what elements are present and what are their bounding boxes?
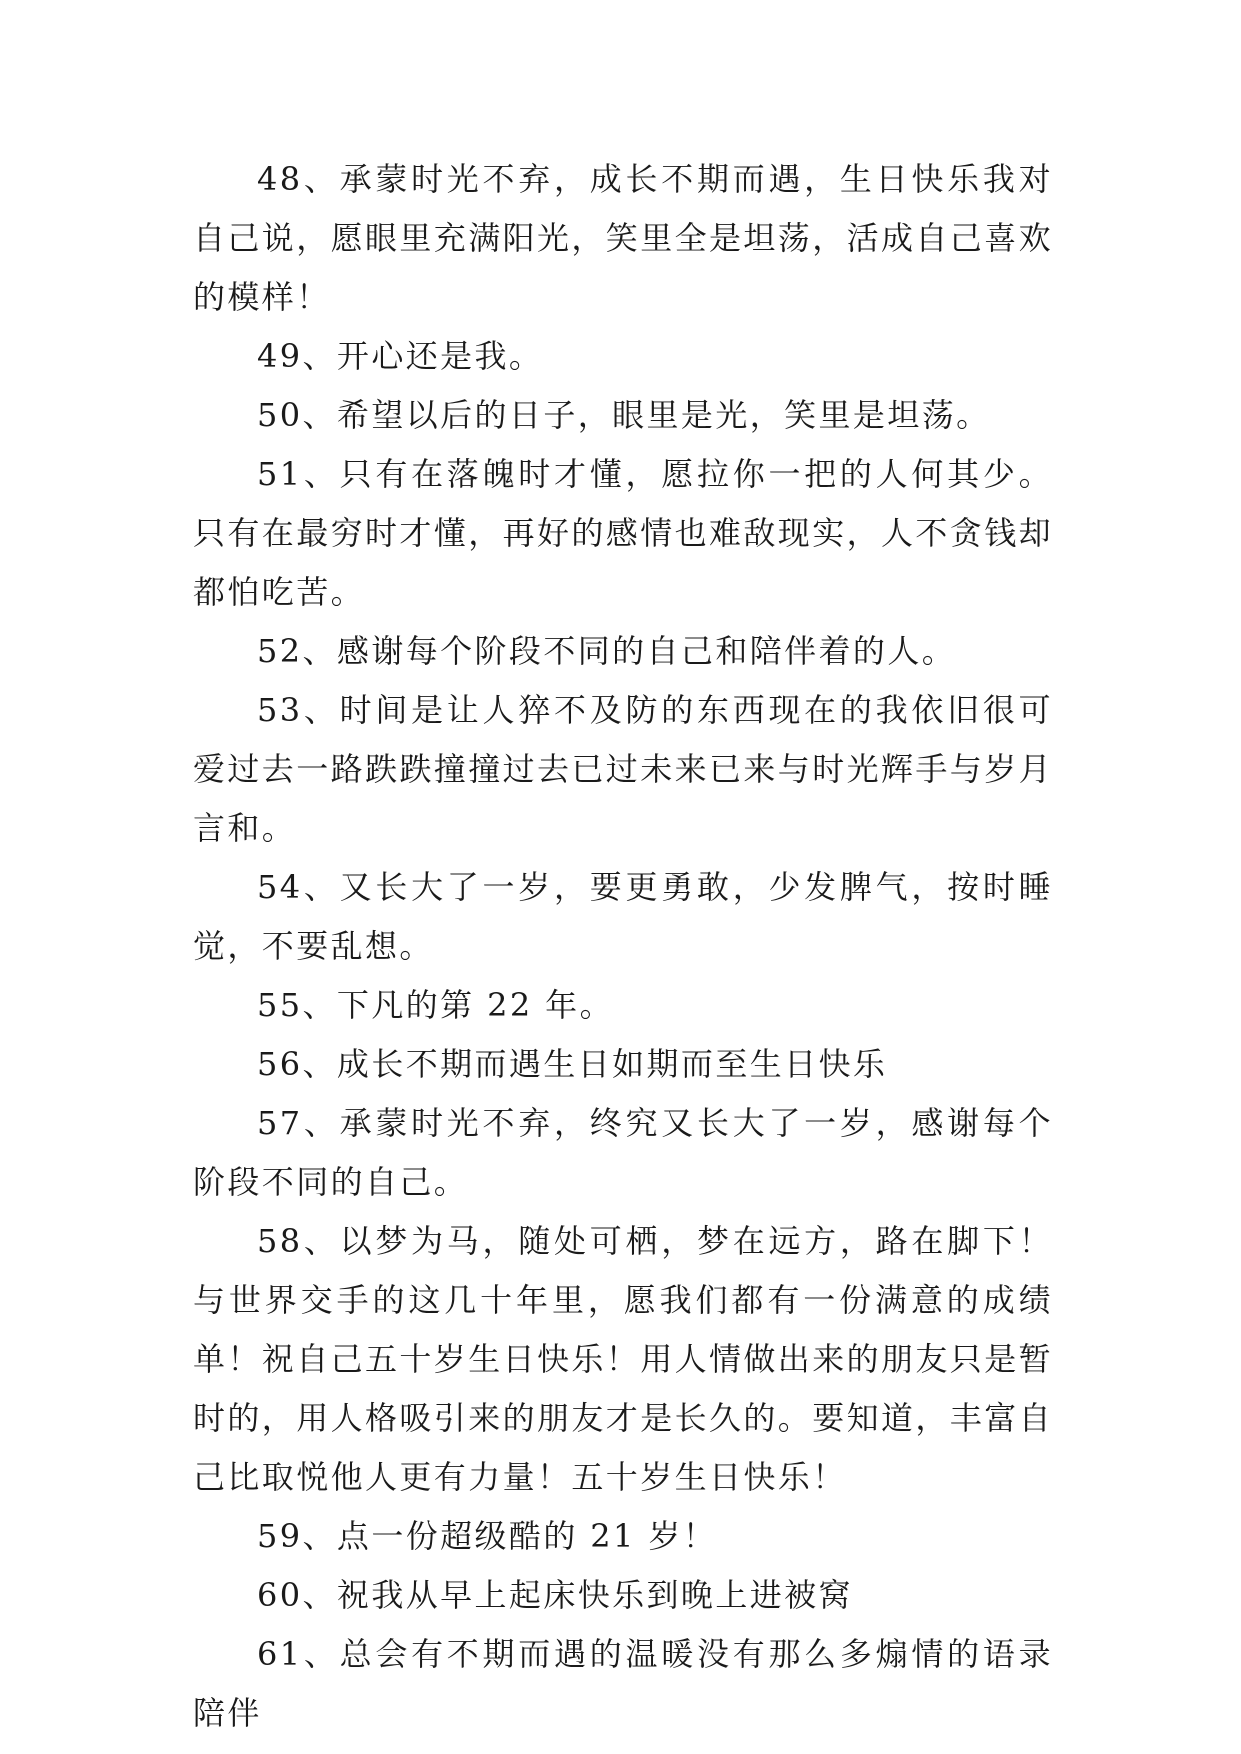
paragraph-50: 50、希望以后的日子，眼里是光，笑里是坦荡。 [257,396,991,434]
paragraph-57: 57、承蒙时光不弃，终究又长大了一岁，感谢每个阶段不同的自己。 [193,1104,1053,1201]
paragraph-53: 53、时间是让人猝不及防的东西现在的我依旧很可爱过去一路跌跌撞撞过去已过未来已来与时光辉手与岁月言和。 [193,691,1054,847]
paragraph-59: 59、点一份超级酷的 21 岁！ [257,1517,718,1555]
paragraph-49: 49、开心还是我。 [257,337,544,375]
paragraph-55: 55、下凡的第 22 年。 [257,986,614,1024]
paragraph-56: 56、成长不期而遇生日如期而至生日快乐 [257,1045,888,1083]
paragraph-58: 58、以梦为马，随处可栖，梦在远方，路在脚下！与世界交手的这几十年里，愿我们都有一份满意的成绩单！祝自己五十岁生日快乐！用人情做出来的朋友只是暂时的，用人格吸引来的朋友才是长久的。要知道，丰富自己比取悦他人更有力量！五十岁生日快乐！ [193,1222,1054,1496]
document-body [193,150,1053,1743]
paragraph-54: 54、又长大了一岁，要更勇敢，少发脾气，按时睡觉，不要乱想。 [193,868,1053,965]
paragraph-60: 60、祝我从早上起床快乐到晚上进被窝 [257,1576,853,1614]
paragraph-61: 61、总会有不期而遇的温暖没有那么多煽情的语录陪伴 [193,1635,1053,1732]
paragraph-51: 51、只有在落魄时才懂，愿拉你一把的人何其少。只有在最穷时才懂，再好的感情也难敌现实，人不贪钱却都怕吃苦。 [193,455,1054,611]
paragraph-52: 52、感谢每个阶段不同的自己和陪伴着的人。 [257,632,957,670]
paragraph-48: 48、承蒙时光不弃，成长不期而遇，生日快乐我对自己说，愿眼里充满阳光，笑里全是坦荡，活成自己喜欢的模样！ [193,160,1054,316]
